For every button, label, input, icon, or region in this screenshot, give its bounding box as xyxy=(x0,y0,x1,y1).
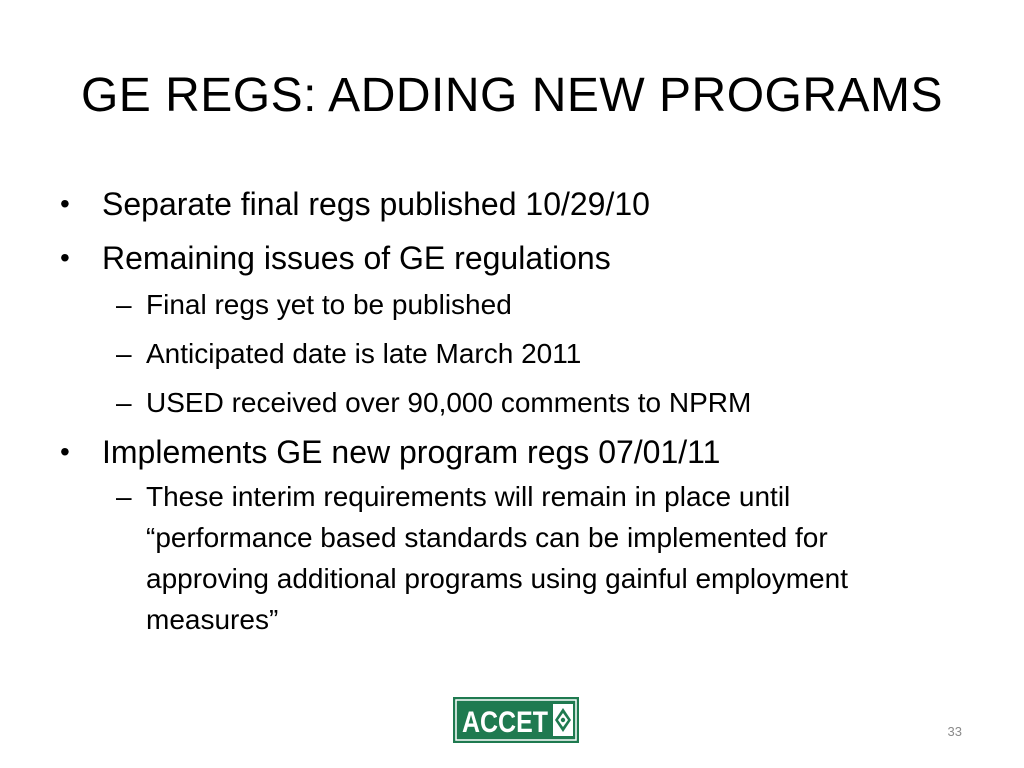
bullet-icon: • xyxy=(60,436,70,467)
sub-bullet-text: Final regs yet to be published xyxy=(146,289,512,320)
accet-logo xyxy=(453,697,579,743)
sub-bullet-text: These interim requirements will remain in place until “performance based standards can be implemented for approving additional programs using gainful employment measures” xyxy=(146,481,848,635)
logo-text: ACCET xyxy=(462,706,548,739)
sub-bullet-text: USED received over 90,000 comments to NPRM xyxy=(146,387,752,418)
bullet-text: Remaining issues of GE regulations xyxy=(102,240,611,276)
bullet-text: Separate final regs published 10/29/10 xyxy=(102,186,650,222)
bullet-icon: • xyxy=(60,242,70,273)
dash-icon: – xyxy=(116,338,132,369)
page-number: 33 xyxy=(947,724,962,739)
bullet-item xyxy=(60,184,980,224)
sub-bullet-text: Anticipated date is late March 2011 xyxy=(146,338,582,369)
bullet-icon: • xyxy=(60,188,70,219)
sub-bullet-item xyxy=(60,476,980,640)
bullet-item xyxy=(60,238,980,278)
sub-bullet-item xyxy=(60,337,980,371)
slide-title: GE REGS: ADDING NEW PROGRAMS xyxy=(80,69,944,122)
bullet-text: Implements GE new program regs 07/01/11 xyxy=(102,434,721,470)
dash-icon: – xyxy=(116,289,132,320)
sub-bullet-item xyxy=(60,288,980,322)
sub-bullet-item xyxy=(60,386,980,420)
bullet-item xyxy=(60,432,980,472)
bullet-list xyxy=(60,184,980,655)
dash-icon: – xyxy=(116,387,132,418)
dash-icon: – xyxy=(116,481,132,512)
